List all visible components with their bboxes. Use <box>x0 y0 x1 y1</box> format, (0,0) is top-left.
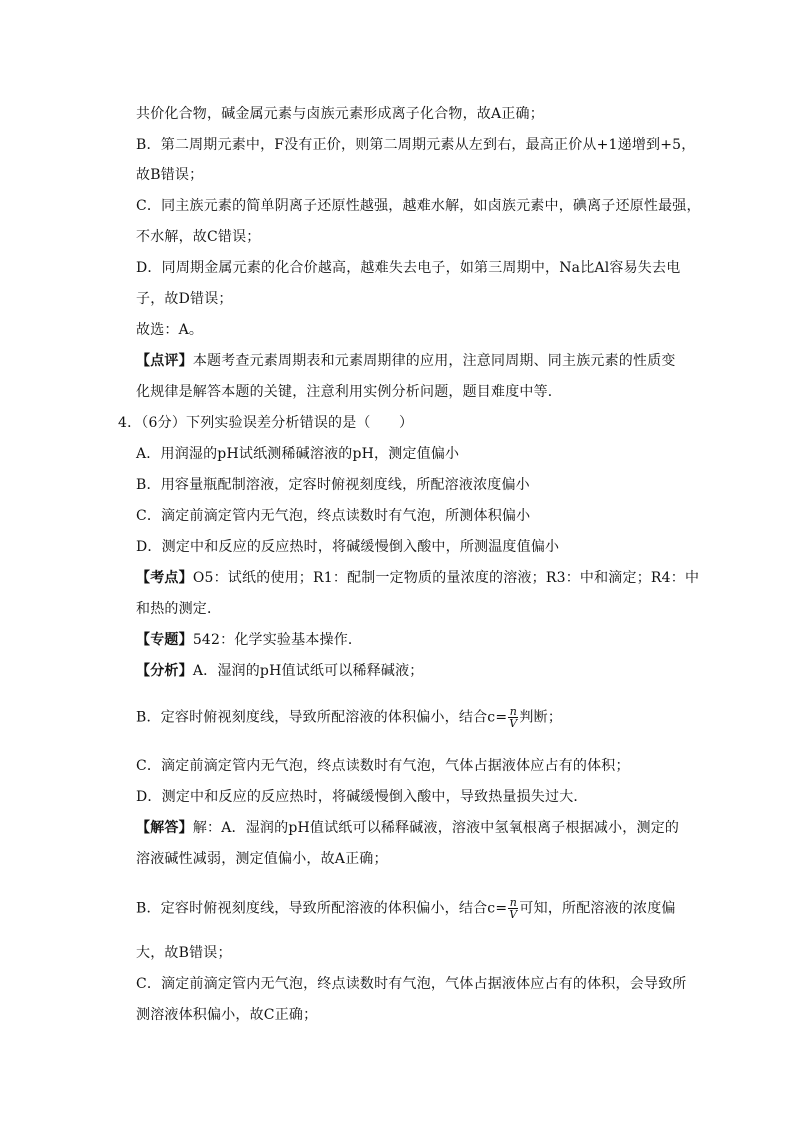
option-d: D．测定中和反应的反应热时，将碱缓慢倒入酸中，所测温度值偏小 <box>136 539 560 555</box>
text-line: 大，故B错误； <box>136 945 232 961</box>
text-line: 和热的测定． <box>136 601 222 617</box>
text-line: 溶液碱性减弱，测定值偏小，故A正确； <box>136 851 388 867</box>
option-b: B．用容量瓶配制溶液，定容时俯视刻度线，所配溶液浓度偏小 <box>136 477 530 493</box>
text-line: B．第二周期元素中，F没有正价，则第二周期元素从左到右，最高正价从+1递增到+5， <box>136 137 696 153</box>
fraction-n-over-v <box>508 897 518 920</box>
text-line: 故选：A。 <box>136 322 204 338</box>
text-line: 故B错误； <box>136 167 204 183</box>
kaodian-section <box>136 569 699 587</box>
fraction-numerator: n <box>509 896 517 909</box>
text-line: D．测定中和反应的反应热时，将碱缓慢倒入酸中，导致热量损失过大． <box>136 789 588 805</box>
jieda-tag: 【解答】 <box>136 820 193 836</box>
text-line: A．湿润的pH值试纸可以稀释碱液； <box>192 663 424 679</box>
text-line: C．滴定前滴定管内无气泡，终点读数时有气泡，气体占据液体应占有的体积，会导致所 <box>136 976 687 992</box>
comment-tag: 【点评】 <box>136 353 193 369</box>
text-segment: B．定容时俯视刻度线，导致所配溶液的体积偏小，结合c= <box>136 709 508 726</box>
text-line: 子，故D错误； <box>136 291 233 307</box>
text-line: D．同周期金属元素的化合价越高，越难失去电子，如第三周期中，Na比Al容易失去电 <box>136 260 681 276</box>
answer-b-line <box>136 897 676 920</box>
text-line: C．滴定前滴定管内无气泡，终点读数时有气泡，气体占据液体应占有的体积； <box>136 758 630 774</box>
fraction-denominator: V <box>509 908 518 921</box>
text-line: C．同主族元素的简单阴离子还原性越强，越难水解，如卤族元素中，碘离子还原性最强， <box>136 198 701 214</box>
fenxi-section <box>136 662 424 680</box>
text-line: 542：化学实验基本操作． <box>192 632 363 648</box>
option-a: A．用润湿的pH试纸测稀碱溶液的pH，测定值偏小 <box>136 446 460 462</box>
text-line: 共价化合物，碱金属元素与卤族元素形成离子化合物，故A正确； <box>136 106 544 122</box>
fraction-denominator: V <box>509 717 518 730</box>
question-title: 4．（6分）下列实验误差分析错误的是（ ） <box>118 415 414 431</box>
fraction-numerator: n <box>509 705 517 718</box>
text-segment: 判断； <box>519 709 563 726</box>
comment-section <box>136 352 676 370</box>
text-line: 不水解，故C错误； <box>136 229 261 245</box>
zhuanti-tag: 【专题】 <box>136 632 193 648</box>
option-c: C．滴定前滴定管内无气泡，终点读数时有气泡，所测体积偏小 <box>136 508 531 524</box>
text-line: 解：A．湿润的pH值试纸可以稀释碱液，溶液中氢氧根离子根据减小，测定的 <box>192 820 680 836</box>
kaodian-tag: 【考点】 <box>136 570 193 586</box>
text-line: O5：试纸的使用；R1：配制一定物质的量浓度的溶液；R3：中和滴定；R4：中 <box>192 570 700 586</box>
zhuanti-section <box>136 631 362 649</box>
text-line: 本题考查元素周期表和元素周期律的应用，注意同周期、同主族元素的性质变 <box>192 353 676 369</box>
text-line: 测溶液体积偏小，故C正确； <box>136 1007 318 1023</box>
jieda-section <box>136 819 679 837</box>
fenxi-tag: 【分析】 <box>136 663 193 679</box>
text-segment: 可知，所配溶液的浓度偏 <box>519 900 676 917</box>
fraction-n-over-v <box>508 706 518 729</box>
analysis-b-line <box>136 706 562 729</box>
text-line: 化规律是解答本题的关键，注意利用实例分析问题，题目难度中等． <box>136 384 562 400</box>
text-segment: B．定容时俯视刻度线，导致所配溶液的体积偏小，结合c= <box>136 900 508 917</box>
